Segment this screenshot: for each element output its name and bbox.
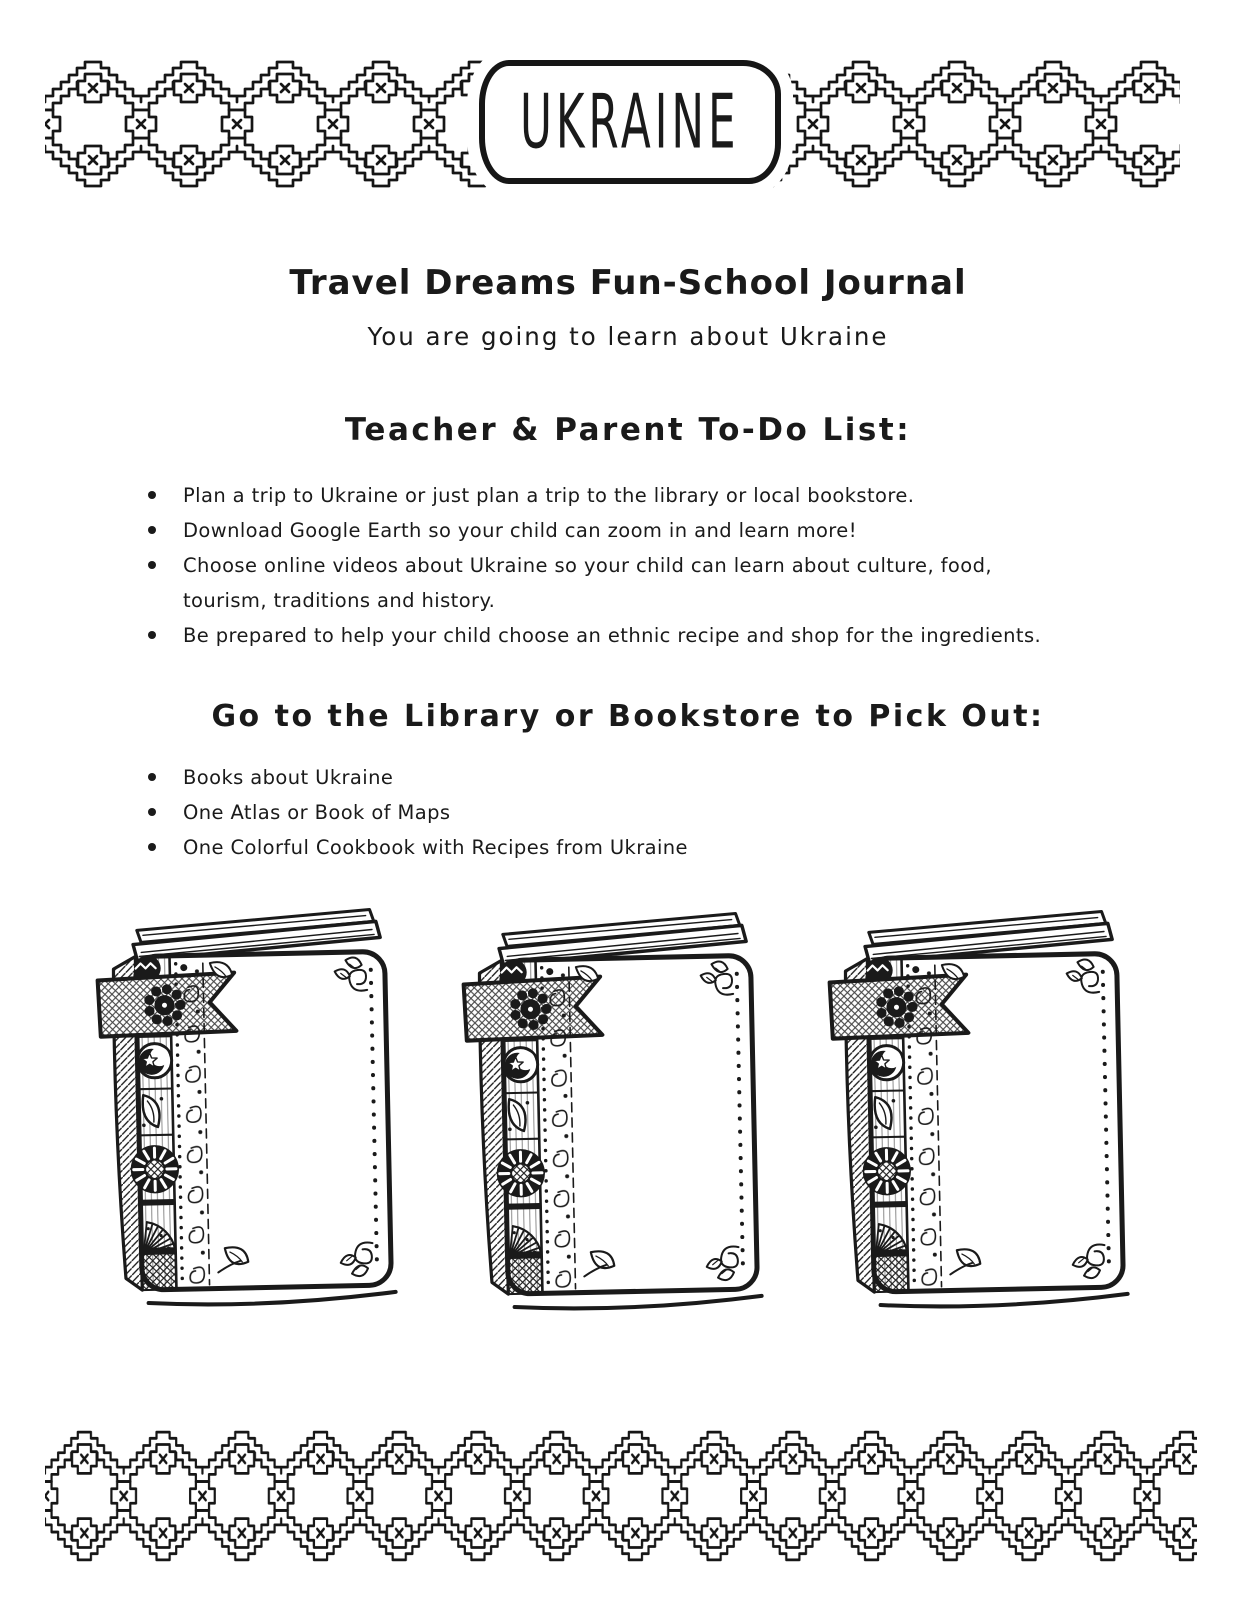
bullet-icon <box>148 491 156 499</box>
book-illustrations-row <box>0 898 1256 1313</box>
list-item-text: Choose online videos about Ukraine so your child can learn about culture, food, <box>183 554 992 577</box>
bullet-icon <box>148 773 156 781</box>
list-item <box>148 760 688 795</box>
list-item-text: Plan a trip to Ukraine or just plan a trip to the library or local bookstore. <box>183 484 915 507</box>
bullet-icon <box>148 526 156 534</box>
list-item-text: One Atlas or Book of Maps <box>183 801 451 824</box>
list-item-text: tourism, traditions and history. <box>183 589 496 612</box>
decorated-book-illustration <box>86 900 408 1312</box>
library-list <box>148 760 688 865</box>
country-badge <box>479 60 781 184</box>
list-item <box>148 795 688 830</box>
list-item-text: Be prepared to help your child choose an ethnic recipe and shop for the ingredients. <box>183 624 1042 647</box>
todo-heading: Teacher & Parent To-Do List: <box>344 412 912 448</box>
bullet-icon <box>148 631 156 639</box>
bullet-icon <box>148 808 156 816</box>
list-item <box>148 548 1041 618</box>
list-item <box>148 618 1041 653</box>
bullet-icon <box>148 843 156 851</box>
page-title: Travel Dreams Fun-School Journal <box>289 263 967 303</box>
list-item <box>148 513 1041 548</box>
page-subtitle: You are going to learn about Ukraine <box>367 322 889 351</box>
list-item-text: One Colorful Cookbook with Recipes from Ukraine <box>183 836 688 859</box>
list-item-text: Books about Ukraine <box>183 766 394 789</box>
bullet-icon <box>148 561 156 569</box>
list-item-text: Download Google Earth so your child can zoom in and learn more! <box>183 519 857 542</box>
library-heading: Go to the Library or Bookstore to Pick Out: <box>211 699 1045 734</box>
list-item <box>148 478 1041 513</box>
todo-list <box>148 478 1041 653</box>
decorated-book-illustration <box>452 904 774 1316</box>
decorated-book-illustration <box>818 902 1140 1314</box>
bottom-embroidery-border <box>45 1428 1197 1564</box>
list-item <box>148 830 688 865</box>
country-badge-label: UKRAINE <box>520 78 740 166</box>
